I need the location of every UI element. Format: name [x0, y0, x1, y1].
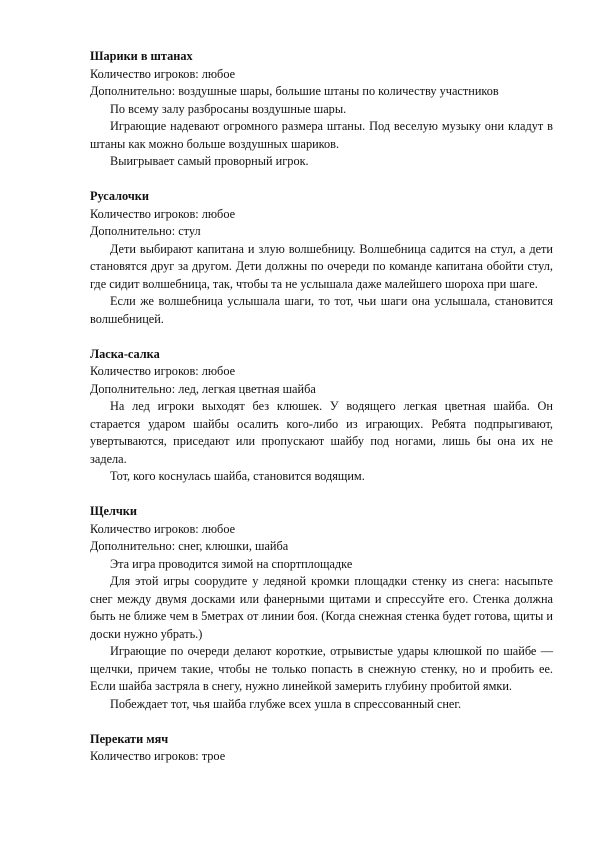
players-count: Количество игроков: трое	[90, 749, 226, 763]
section-title: Перекати мяч	[90, 731, 169, 746]
paragraph: Играющие надевают огромного размера штаны. Под веселую музыку они кладут в штаны как можно больше воздушных шариков.	[90, 119, 553, 151]
paragraph: Побеждает тот, чья шайба глубже всех ушла в спрессованный снег.	[110, 696, 462, 711]
section-title: Ласка-салка	[90, 346, 160, 361]
paragraph: Тот, кого коснулась шайба, становится водящим.	[110, 469, 365, 483]
paragraph: Если же волшебница услышала шаги, то тот, чьи шаги она услышала, становится волшебницей.	[90, 294, 553, 326]
paragraph: Для этой игры соорудите у ледяной кромки площадки стенку из снега: насыпьте снег между двумя досками или фанерными щитами и спрессуйте его. Стенка должна быть не ближе чем в 5метрах от линии боя. (Когда снежная стенка будет готова, щиты и доски нужно убрать.)	[90, 574, 553, 641]
players-count: Количество игроков: любое	[90, 66, 236, 81]
document-content	[90, 48, 553, 783]
paragraph: Играющие по очереди делают короткие, отрывистые удары клюшкой по шайбе — щелчки, причем такие, чтобы не только попасть в снежную стенку, но и пробить ее. Если шайба застряла в снегу, нужно линейкой замерить глубину пробитой ямки.	[90, 644, 553, 693]
paragraph: Эта игра проводится зимой на спортплощадке	[110, 556, 353, 571]
section-title: Шарики в штанах	[90, 49, 193, 63]
paragraph: Выигрывает самый проворный игрок.	[110, 154, 309, 168]
paragraph: На лед игроки выходят без клюшек. У водящего легкая цветная шайба. Он старается ударом шайбы осалить кого-либо из играющих. Ребята подпрыгивают, увертываются, приседают или пропускают шайбу под ногами, лишь бы она их не задела.	[90, 399, 553, 466]
players-count: Количество игроков: любое	[90, 206, 236, 221]
section-title: Русалочки	[90, 189, 149, 203]
section-title: Щелчки	[90, 504, 137, 518]
players-count: Количество игроков: любое	[90, 521, 236, 536]
game-section	[90, 188, 553, 328]
game-section	[90, 346, 553, 486]
players-count: Количество игроков: любое	[90, 364, 236, 378]
game-section	[90, 48, 553, 171]
extra-equipment: Дополнительно: стул	[90, 224, 201, 238]
paragraph: По всему залу разбросаны воздушные шары.	[110, 101, 347, 116]
paragraph: Дети выбирают капитана и злую волшебницу. Волшебница садится на стул, а дети становятся друг за другом. Дети должны по очереди по команде капитана обойти стул, где сидит волшебница, так, чтобы та не услышала даже малейшего шороха при шаге.	[90, 241, 553, 291]
extra-equipment: Дополнительно: воздушные шары, большие штаны по количеству участников	[90, 84, 499, 98]
game-section	[90, 731, 553, 766]
game-section	[90, 503, 553, 713]
extra-equipment: Дополнительно: снег, клюшки, шайба	[90, 539, 289, 553]
extra-equipment: Дополнительно: лед, легкая цветная шайба	[90, 381, 316, 396]
